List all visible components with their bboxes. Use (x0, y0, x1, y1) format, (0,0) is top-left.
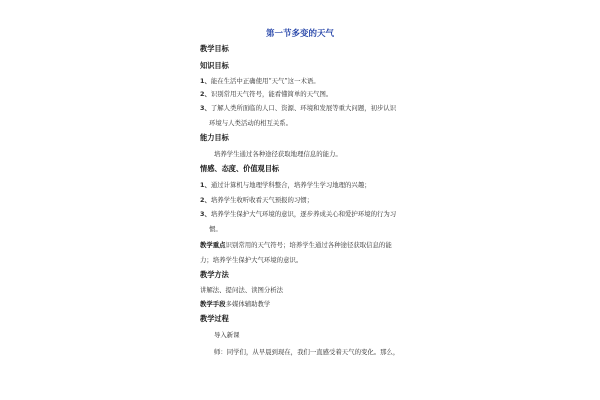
knowledge-item-1 (200, 76, 320, 85)
process-intro: 导入新课 (214, 331, 240, 339)
knowledge-item-2 (200, 89, 332, 98)
teaching-means (200, 299, 270, 308)
emotion-item-2 (200, 195, 313, 204)
item-text: 通过计算机与地理学科整合，培养学生学习地理的兴趣； (210, 181, 371, 189)
item-text: 能在生活中正确使用“天气”这一术语。 (210, 77, 320, 85)
knowledge-item-3 (200, 103, 396, 112)
emotion-item-3 (200, 209, 396, 218)
process-teacher-line: 师：同学们，从早晨到现在，我们一直感受着天气的变化。那么， (214, 348, 400, 356)
heading-methods: 教学方法 (200, 270, 229, 279)
item-number: 2、 (200, 90, 211, 98)
ability-goal-text: 培养学生通过各种途径获取地理信息的能力。 (214, 150, 342, 158)
item-text: 识别常用天气符号，能看懂简单的天气图。 (210, 90, 333, 98)
item-text: 培养学生收听收看天气预报的习惯； (210, 196, 314, 204)
heading-ability-goals: 能力目标 (200, 133, 229, 142)
emotion-item-1 (200, 180, 371, 189)
emotion-item-3-continuation: 惯。 (209, 225, 222, 233)
item-number: 1、 (200, 77, 211, 85)
means-text: 多媒体辅助教学 (225, 300, 271, 308)
methods-text: 讲解法、提问法、读图分析法 (200, 286, 284, 294)
key-points-continuation: 力；培养学生保护大气环境的意识。 (200, 256, 303, 264)
key-points-text: 识别常用的天气符号；培养学生通过各种途径获取信息的能 (225, 241, 392, 249)
item-text: 培养学生保护大气环境的意识，逐步养成关心和爱护环境的行为习 (210, 210, 397, 218)
item-number: 3、 (200, 210, 211, 218)
heading-process: 教学过程 (200, 314, 229, 323)
knowledge-item-3-continuation: 环境与人类活动的相互关系。 (209, 119, 293, 127)
heading-knowledge-goals: 知识目标 (200, 61, 229, 70)
key-points-label: 教学重点 (200, 241, 226, 249)
page-title: 第一节多变的天气 (265, 29, 334, 39)
item-text: 了解人类所面临的人口、资源、环境和发展等重大问题，初步认识 (210, 104, 397, 112)
item-number: 2、 (200, 196, 211, 204)
item-number: 1、 (200, 181, 211, 189)
item-number: 3、 (200, 104, 211, 112)
heading-emotion-goals: 情感、态度、价值观目标 (200, 164, 280, 173)
means-label: 教学手段 (200, 300, 226, 308)
heading-teaching-goals: 教学目标 (200, 44, 229, 53)
key-points (200, 240, 392, 249)
